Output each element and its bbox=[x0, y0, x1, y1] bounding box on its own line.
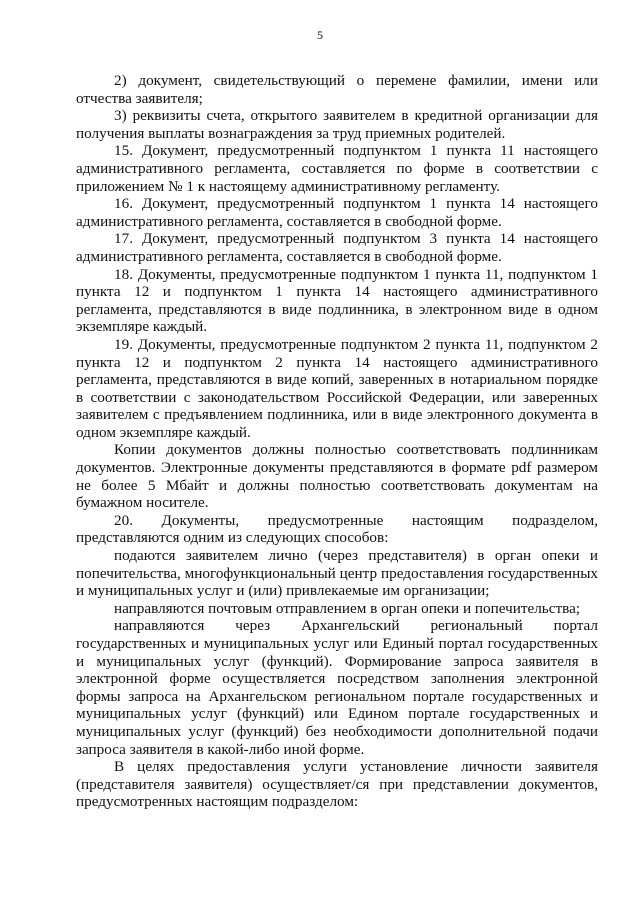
paragraph: 3) реквизиты счета, открытого заявителем в кредитной организации для получения выплаты вознаграждения за труд приемных родителей. bbox=[76, 107, 598, 142]
paragraph: 18. Документы, предусмотренные подпунктом 1 пункта 11, подпунктом 1 пункта 12 и подпунктом 1 пункта 14 настоящего административного регламента, представляются в виде подлинника, в электронном виде в одном экземпляре каждый. bbox=[76, 265, 598, 336]
paragraph: подаются заявителем лично (через представителя) в орган опеки и попечительства, многофункциональный центр предоставления государственных и муниципальных услуг и (или) привлекаемые им организации; bbox=[76, 547, 598, 600]
paragraph: 19. Документы, предусмотренные подпунктом 2 пункта 11, подпунктом 2 пункта 12 и подпунктом 2 пункта 14 настоящего административного регламента, представляются в виде копий, заверенных в нотариальном порядке в соответствии с законодательством Российской Федерации, или заверенных заявителем с предъявлением подлинника, или в виде электронного документа в одном экземпляре каждый. bbox=[76, 335, 598, 441]
paragraph: В целях предоставления услуги установление личности заявителя (представителя заявителя) осуществляет/ся при представлении документов, предусмотренных настоящим подразделом: bbox=[76, 758, 598, 811]
paragraph: 15. Документ, предусмотренный подпунктом 1 пункта 11 настоящего административного регламента, составляется по форме в соответствии с приложением № 1 к настоящему административному регламенту. bbox=[76, 142, 598, 195]
paragraph: направляются почтовым отправлением в орган опеки и попечительства; bbox=[114, 599, 581, 617]
paragraph: Копии документов должны полностью соответствовать подлинникам документов. Электронные документы представляются в формате pdf размером не более 5 Мбайт и должны полностью соответствовать документам на бумажном носителе. bbox=[76, 441, 598, 512]
paragraph: 2) документ, свидетельствующий о перемене фамилии, имени или отчества заявителя; bbox=[76, 72, 598, 107]
paragraph: 17. Документ, предусмотренный подпунктом 3 пункта 14 настоящего административного регламента, составляется в свободной форме. bbox=[76, 230, 598, 265]
paragraph: направляются через Архангельский региональный портал государственных и муниципальных услуг или Единый портал государственных и муниципальных услуг (функций). Формирование запроса заявителя в электронной форме осуществляется посредством заполнения электронной формы запроса на Архангельском региональном портале государственных и муниципальных услуг (функций) или Едином портале государственных и муниципальных услуг (функций) без необходимости дополнительной подачи запроса заявителя в какой-либо иной форме. bbox=[76, 617, 598, 758]
page-number: 5 bbox=[317, 28, 323, 42]
paragraph: 20. Документы, предусмотренные настоящим подразделом, представляются одним из следующих способов: bbox=[76, 511, 598, 547]
paragraph: 16. Документ, предусмотренный подпунктом 1 пункта 14 настоящего административного регламента, составляется в свободной форме. bbox=[76, 195, 598, 230]
document-body bbox=[76, 72, 598, 811]
